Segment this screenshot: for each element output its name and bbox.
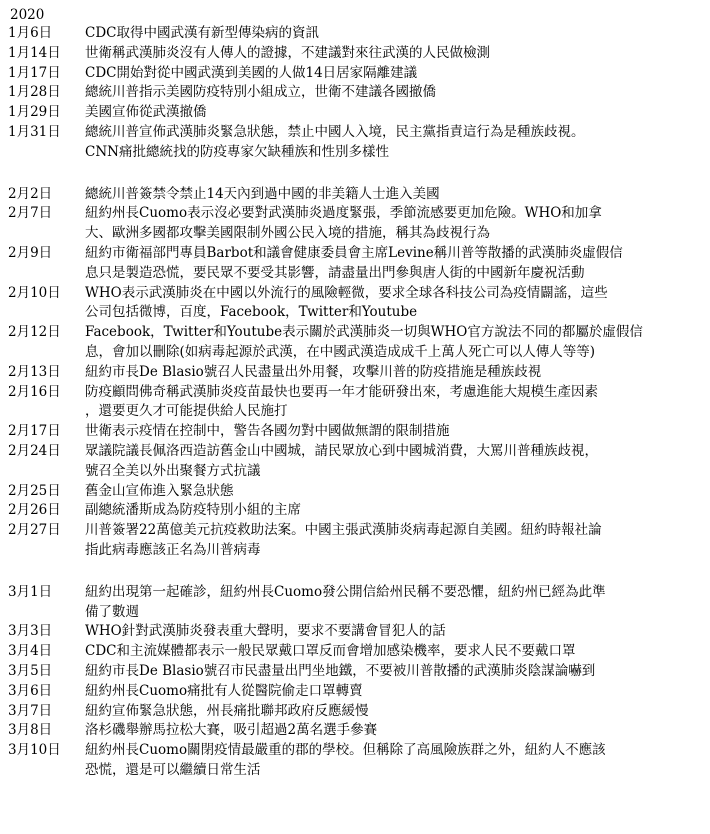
entry-text: 紐約出現第一起確診，紐約州長Cuomo發公開信給州民稱不要恐懼，紐約州已經為此準 備了數週: [85, 583, 606, 620]
entry-text: WHO針對武漢肺炎發表重大聲明，要求不要講會冒犯人的話: [85, 623, 446, 640]
entry-text: 洛杉磯舉辦馬拉松大賽，吸引超過2萬名選手參賽: [85, 722, 378, 739]
timeline-entry: [6, 521, 704, 561]
entry-text: CDC和主流媒體都表示一般民眾戴口罩反而會增加感染機率，要求人民不要戴口罩: [85, 643, 576, 660]
entry-text: 紐約州長Cuomo痛批有人從醫院偷走口罩轉賣: [85, 682, 363, 699]
entry-text: 世衛稱武漢肺炎沒有人傳人的證據，不建議對來往武漢的人民做檢測: [85, 44, 490, 61]
entry-date: 3月10日: [8, 742, 61, 759]
timeline-entry: [6, 24, 704, 44]
entry-text: 舊金山宣佈進入緊急狀態: [85, 482, 234, 499]
entry-text: 防疫顧問佛奇稱武漢肺炎疫苗最快也要再一年才能研發出來，考慮進能大規模生產因素 ，還要更久才可能提供給人民施打: [85, 383, 598, 420]
timeline-entry: [6, 741, 704, 781]
entry-text: 紐約市衛福部門專員Barbot和議會健康委員會主席Levine稱川普等散播的武漢肺炎虛假信 息只是製造恐慌，要民眾不要受其影響，請盡量出門參與唐人街的中國新年慶祝活動: [85, 244, 623, 281]
timeline-entry: [6, 103, 704, 123]
timeline-entry: [6, 622, 704, 642]
entry-date: 2月7日: [8, 205, 53, 222]
timeline-entry: [6, 185, 704, 205]
entry-text: 世衛表示疫情在控制中，警告各國勿對中國做無謂的限制措施: [85, 423, 450, 440]
timeline-entry: [6, 662, 704, 682]
entry-text: 總統川普宣佈武漢肺炎緊急狀態，禁止中國人入境，民主黨指責這行為是種族歧視。 CNN痛批總統找的防疫專家欠缺種族和性別多樣性: [85, 123, 585, 160]
entry-date: 2月12日: [8, 324, 61, 341]
entry-date: 3月1日: [8, 583, 53, 600]
entry-text: 紐約州長Cuomo關閉疫情最嚴重的郡的學校。但稱除了高風險族群之外，紐約人不應該 恐慌，還是可以繼續日常生活: [85, 742, 606, 778]
entry-date: 2月9日: [8, 244, 53, 261]
entry-text: 總統川普簽禁令禁止14天內到過中國的非美籍人士進入美國: [85, 185, 440, 202]
entry-date: 3月6日: [8, 682, 53, 699]
entry-text: 紐約市長De Blasio號召市民盡量出門坐地鐵，不要被川普散播的武漢肺炎陰謀論嚇到: [85, 662, 596, 679]
month-group-march: [6, 583, 704, 781]
month-spacer: [6, 163, 704, 185]
timeline-entry: [6, 422, 704, 442]
entry-date: 3月4日: [8, 643, 53, 660]
entry-date: 2月25日: [8, 482, 61, 499]
timeline-entry: [6, 721, 704, 741]
entry-text: 紐約州長Cuomo表示沒必要對武漢肺炎過度緊張，季節流感要更加危險。WHO和加拿 大、歐洲多國都攻擊美國限制外國公民入境的措施，稱其為歧視行為: [85, 205, 602, 242]
timeline-entry: [6, 204, 704, 244]
timeline-entry: [6, 482, 704, 502]
timeline-entry: [6, 383, 704, 423]
entry-text: 紐約市長De Blasio號召人民盡量出外用餐，攻擊川普的防疫措施是種族歧視: [85, 363, 542, 380]
timeline-entry: [6, 363, 704, 383]
entry-date: 3月8日: [8, 722, 53, 739]
entry-text: 眾議院議長佩洛西造訪舊金山中國城，請民眾放心到中國城消費，大罵川普種族歧視， 號召全美以外出聚餐方式抗議: [85, 442, 598, 479]
entry-text: CDC開始對從中國武漢到美國的人做14日居家隔離建議: [85, 64, 418, 81]
entry-date: 1月28日: [8, 84, 61, 101]
entry-date: 2月24日: [8, 442, 61, 459]
timeline-entry: [6, 702, 704, 722]
entry-text: 紐約宣佈緊急狀態，州長痛批聯邦政府反應緩慢: [85, 702, 369, 719]
entry-date: 2月13日: [8, 363, 61, 380]
timeline-groups: [6, 24, 704, 781]
timeline-entry: [6, 682, 704, 702]
entry-text: 美國宣佈從武漢撤僑: [85, 104, 207, 121]
entry-date: 1月6日: [8, 25, 53, 41]
entry-text: 總統川普指示美國防疫特別小組成立，世衛不建議各國撤僑: [85, 84, 436, 101]
timeline-entry: [6, 501, 704, 521]
entry-text: Facebook，Twitter和Youtube表示關於武漢肺炎一切與WHO官方說法不同的都屬於虛假信 息，會加以刪除(如病毒起源於武漢，在中國武漢造成成千上萬人死亡可以人傳人等等): [85, 324, 643, 360]
timeline-entry: [6, 83, 704, 103]
entry-text: CDC取得中國武漢有新型傳染病的資訊: [85, 25, 319, 41]
entry-date: 2月17日: [8, 423, 61, 440]
entry-date: 1月29日: [8, 104, 61, 121]
month-group-january: [6, 24, 704, 163]
timeline-entry: [6, 284, 704, 324]
timeline-entry: [6, 642, 704, 662]
timeline-entry: [6, 244, 704, 284]
month-spacer: [6, 561, 704, 583]
entry-date: 1月14日: [8, 44, 61, 61]
entry-date: 3月5日: [8, 662, 53, 679]
entry-date: 2月27日: [8, 522, 61, 539]
timeline-entry: [6, 442, 704, 482]
entry-date: 3月3日: [8, 623, 53, 640]
entry-date: 1月17日: [8, 64, 61, 81]
entry-date: 2月26日: [8, 502, 61, 519]
timeline-entry: [6, 583, 704, 623]
entry-text: 副總統潘斯成為防疫特別小組的主席: [85, 502, 301, 519]
year-heading: 2020: [10, 7, 45, 23]
entry-text: WHO表示武漢肺炎在中國以外流行的風險輕微，要求全球各科技公司為疫情闢謠，這些 公司包括微博，百度，Facebook，Twitter和Youtube: [85, 284, 608, 321]
timeline-entry: [6, 64, 704, 84]
entry-date: 3月7日: [8, 702, 53, 719]
month-group-february: [6, 185, 704, 561]
entry-text: 川普簽署22萬億美元抗疫救助法案。中國主張武漢肺炎病毒起源自美國。紐約時報社論 指此病毒應該正名為川普病毒: [85, 522, 602, 558]
timeline-entry: [6, 323, 704, 363]
entry-date: 2月16日: [8, 383, 61, 400]
timeline-entry: [6, 44, 704, 64]
timeline-entry: [6, 123, 704, 163]
entry-date: 2月10日: [8, 284, 61, 301]
entry-date: 2月2日: [8, 185, 53, 202]
entry-date: 1月31日: [8, 123, 61, 140]
